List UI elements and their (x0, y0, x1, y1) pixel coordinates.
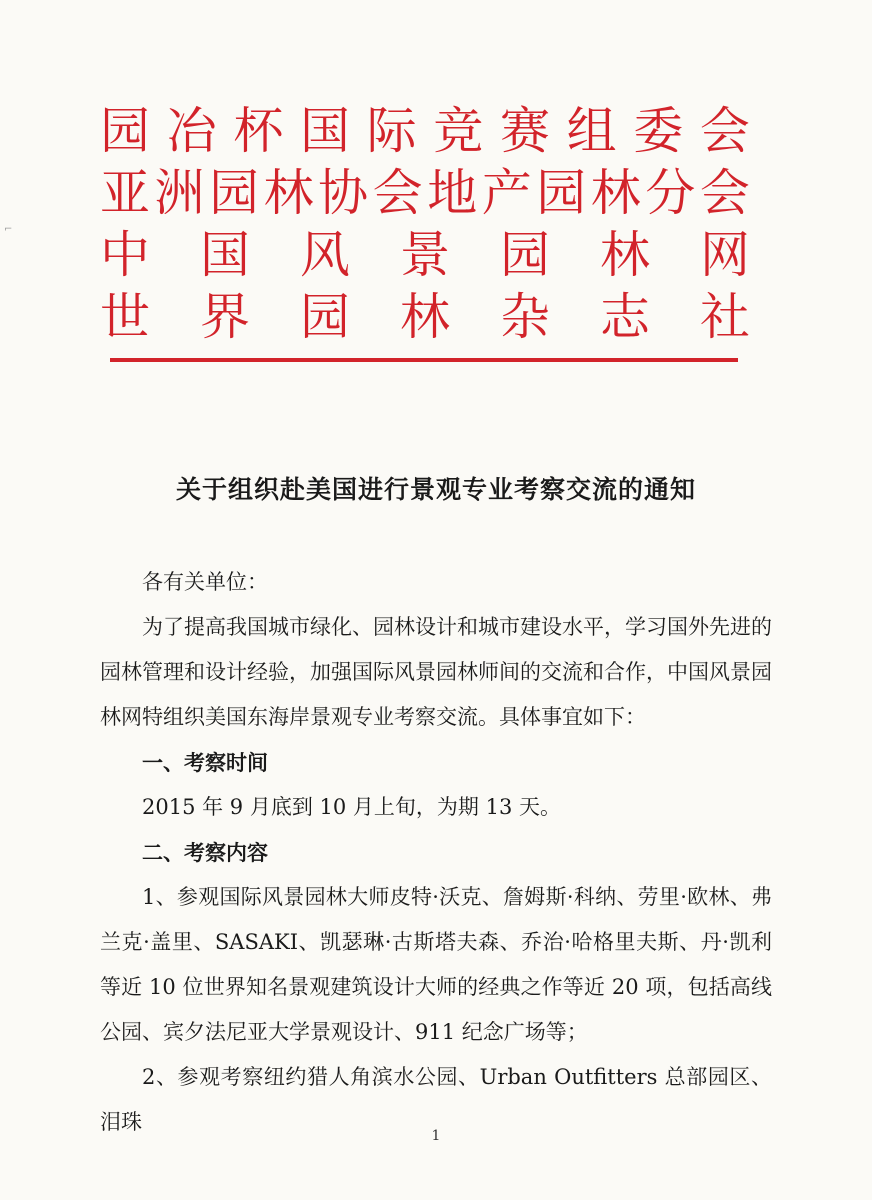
section-heading-time: 一、考察时间 (142, 750, 268, 775)
letterhead-char: 网 (700, 226, 750, 284)
letterhead-char: 协 (318, 164, 369, 222)
letterhead-char: 林 (400, 288, 450, 346)
document-body (100, 560, 772, 1145)
letterhead-char: 洲 (154, 164, 205, 222)
scan-speck-icon: ⌐ (4, 224, 13, 235)
letterhead-char: 国 (299, 102, 350, 160)
letterhead-char: 界 (200, 288, 250, 346)
letterhead-char: 林 (263, 164, 314, 222)
letterhead-char: 组 (566, 102, 617, 160)
content-item-1: 1、参观国际风景园林大师皮特·沃克、詹姆斯·科纳、劳里·欧林、弗兰克·盖里、SASAKI、凯瑟琳·古斯塔夫森、乔治·哈格里夫斯、丹·凯利等近 10 位世界知名景观建筑设计大师的经典之作等近 20 项，包括高线公园、宾夕法尼亚大学景观设计、911 纪念广场等； (100, 885, 772, 1044)
page-number: 1 (431, 1128, 441, 1144)
document-title: 关于组织赴美国进行景观专业考察交流的通知 (175, 475, 696, 504)
letterhead-char: 亚 (100, 164, 150, 222)
letterhead-char: 景 (400, 226, 450, 284)
letterhead-char: 国 (200, 226, 250, 284)
section-heading-content: 二、考察内容 (142, 840, 268, 865)
letterhead-char: 委 (633, 102, 684, 160)
letterhead-char: 会 (699, 164, 750, 222)
letterhead-char: 园 (300, 288, 350, 346)
letterhead-line-3 (100, 224, 750, 286)
letterhead-divider (110, 358, 738, 362)
content-item-2: 2、参观考察纽约猎人角滨水公园、Urban Outfitters 总部园区、泪珠 (100, 1065, 772, 1134)
letterhead-char: 际 (366, 102, 417, 160)
letterhead-char: 中 (100, 226, 150, 284)
letterhead-char: 园 (100, 102, 150, 160)
letterhead-char: 园 (500, 226, 550, 284)
letterhead-char: 风 (300, 226, 350, 284)
letterhead-char: 产 (481, 164, 532, 222)
letterhead-char: 竞 (433, 102, 484, 160)
salutation: 各有关单位： (142, 570, 268, 594)
letterhead-line-1 (100, 100, 750, 162)
letterhead-char: 世 (100, 288, 150, 346)
letterhead (100, 100, 750, 348)
section-text-time: 2015 年 9 月底到 10 月上旬，为期 13 天。 (142, 795, 561, 819)
letterhead-char: 会 (372, 164, 423, 222)
letterhead-char: 赛 (499, 102, 550, 160)
letterhead-line-4 (100, 286, 750, 348)
letterhead-char: 林 (600, 226, 650, 284)
letterhead-char: 分 (645, 164, 696, 222)
letterhead-char: 杂 (500, 288, 550, 346)
letterhead-char: 地 (427, 164, 478, 222)
letterhead-char: 园 (209, 164, 260, 222)
letterhead-char: 冶 (166, 102, 217, 160)
letterhead-char: 园 (536, 164, 587, 222)
letterhead-char: 社 (700, 288, 750, 346)
intro-paragraph: 为了提高我国城市绿化、园林设计和城市建设水平，学习国外先进的园林管理和设计经验，加强国际风景园林师间的交流和合作，中国风景园林网特组织美国东海岸景观专业考察交流。具体事宜如下： (100, 615, 772, 729)
letterhead-char: 会 (699, 102, 750, 160)
letterhead-char: 志 (600, 288, 650, 346)
letterhead-char: 杯 (233, 102, 284, 160)
letterhead-char: 林 (590, 164, 641, 222)
letterhead-line-2 (100, 162, 750, 224)
